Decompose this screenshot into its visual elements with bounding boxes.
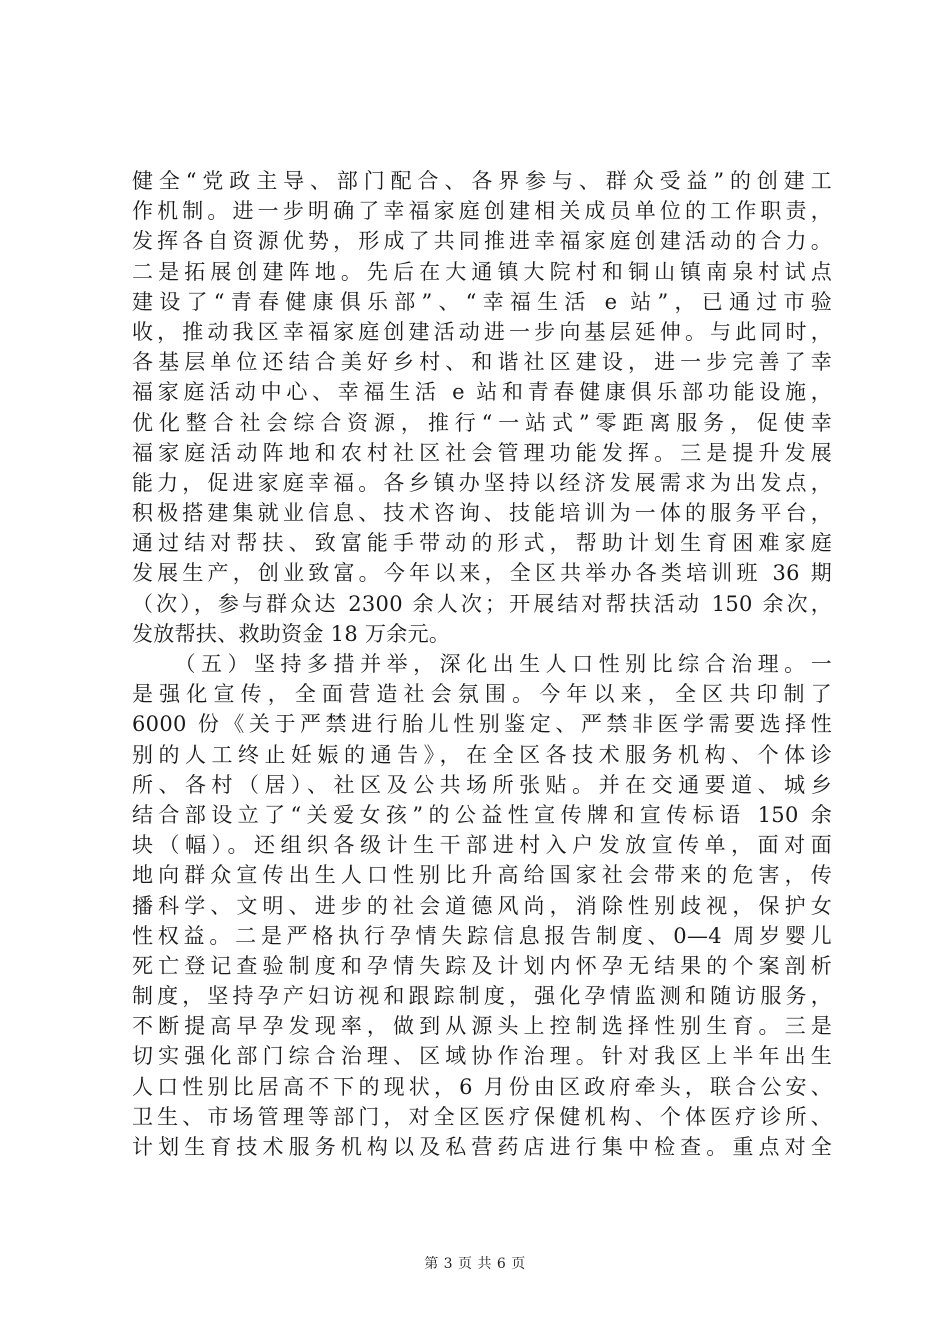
text-line: 死亡登记查验制度和孕情失踪及计划内怀孕无结果的个案剖析 bbox=[132, 953, 832, 978]
text-line: 能力，促进家庭幸福。各乡镇办坚持以经济发展需求为出发点， bbox=[132, 470, 832, 495]
text-line: 所、各村（居）、社区及公共场所张贴。并在交通要道、城乡 bbox=[132, 772, 832, 797]
body-text bbox=[132, 166, 832, 1162]
text-line: 卫生、市场管理等部门，对全区医疗保健机构、个体医疗诊所、 bbox=[132, 1104, 832, 1129]
text-line: 通过结对帮扶、致富能手带动的形式，帮助计划生育困难家庭 bbox=[132, 531, 832, 556]
text-line: 人口性别比居高不下的现状，6 月份由区政府牵头，联合公安、 bbox=[132, 1074, 832, 1099]
text-line: 收，推动我区幸福家庭创建活动进一步向基层延伸。与此同时， bbox=[132, 319, 832, 344]
text-line: 作机制。进一步明确了幸福家庭创建相关成员单位的工作职责， bbox=[132, 199, 832, 224]
text-line: 优化整合社会综合资源，推行“一站式”零距离服务，促使幸 bbox=[132, 410, 832, 435]
text-line: 发挥各自资源优势，形成了共同推进幸福家庭创建活动的合力。 bbox=[132, 229, 832, 254]
text-line: 切实强化部门综合治理、区域协作治理。针对我区上半年出生 bbox=[132, 1044, 832, 1069]
text-line: 不断提高早孕发现率，做到从源头上控制选择性别生育。三是 bbox=[132, 1014, 832, 1039]
text-line: 各基层单位还结合美好乡村、和谐社区建设，进一步完善了幸 bbox=[132, 350, 832, 375]
text-line: 性权益。二是严格执行孕情失踪信息报告制度、0—4 周岁婴儿 bbox=[132, 923, 832, 948]
text-line: 播科学、文明、进步的社会道德风尚，消除性别歧视，保护女 bbox=[132, 893, 832, 918]
text-line: 别的人工终止妊娠的通告》，在全区各技术服务机构、个体诊 bbox=[132, 742, 832, 767]
text-line: 发放帮扶、救助资金 18 万余元。 bbox=[132, 621, 451, 646]
text-line: 计划生育技术服务机构以及私营药店进行集中检查。重点对全 bbox=[132, 1135, 832, 1159]
text-line: 结合部设立了“关爱女孩”的公益性宣传牌和宣传标语 150 余 bbox=[132, 802, 832, 827]
text-line: 健全“党政主导、部门配合、各界参与、群众受益”的创建工 bbox=[132, 169, 832, 193]
text-line: （五）坚持多措并举，深化出生人口性别比综合治理。一 bbox=[132, 652, 832, 676]
text-line: 福家庭活动阵地和农村社区社会管理功能发挥。三是提升发展 bbox=[132, 440, 832, 465]
text-line: 积极搭建集就业信息、技术咨询、技能培训为一体的服务平台， bbox=[132, 501, 832, 526]
text-line: 是强化宣传，全面营造社会氛围。今年以来，全区共印制了 bbox=[132, 682, 832, 707]
text-line: 二是拓展创建阵地。先后在大通镇大院村和铜山镇南泉村试点 bbox=[132, 259, 832, 284]
text-line: 地向群众宣传出生人口性别比升高给国家社会带来的危害，传 bbox=[132, 863, 832, 888]
text-line: 6000 份《关于严禁进行胎儿性别鉴定、严禁非医学需要选择性 bbox=[132, 712, 832, 737]
text-line: 块（幅）。还组织各级计生干部进村入户发放宣传单，面对面 bbox=[132, 833, 832, 858]
text-line: 福家庭活动中心、幸福生活 e 站和青春健康俱乐部功能设施， bbox=[132, 380, 832, 405]
text-line: （次），参与群众达 2300 余人次；开展结对帮扶活动 150 余次， bbox=[132, 591, 832, 616]
page-number-footer: 第 3 页 共 6 页 bbox=[424, 1256, 526, 1272]
text-line: 建设了“青春健康俱乐部”、“幸福生活 e 站”，已通过市验 bbox=[132, 289, 832, 314]
text-line: 制度，坚持孕产妇访视和跟踪制度，强化孕情监测和随访服务， bbox=[132, 984, 832, 1009]
text-line: 发展生产，创业致富。今年以来，全区共举办各类培训班 36 期 bbox=[132, 561, 832, 586]
